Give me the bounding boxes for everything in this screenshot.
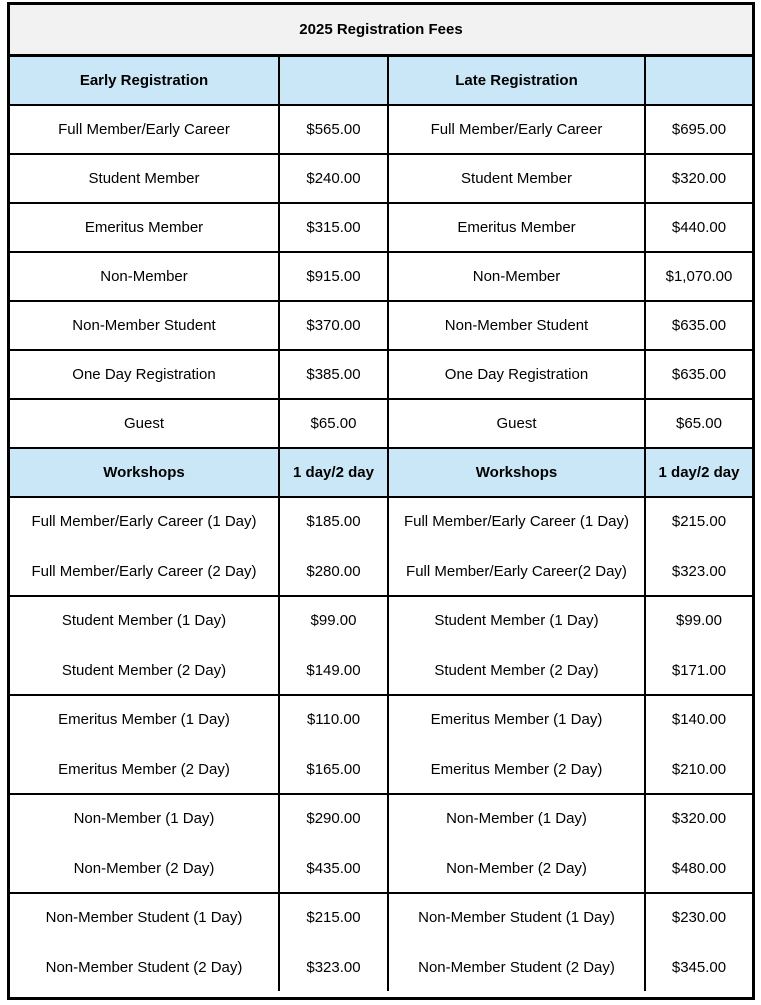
workshop-row xyxy=(10,794,752,893)
late-workshop-labels xyxy=(388,794,645,893)
table-row xyxy=(10,203,752,252)
late-fee-price: $65.00 xyxy=(645,399,752,448)
early-workshop-prices xyxy=(279,695,388,794)
late-fee-label: Emeritus Member xyxy=(388,203,645,252)
workshop-label-2-day: Full Member/Early Career(2 Day) xyxy=(406,562,627,580)
workshop-price-2-day: $323.00 xyxy=(306,958,361,976)
workshop-price-2-day: $280.00 xyxy=(306,562,361,580)
workshop-price-2-day: $323.00 xyxy=(671,562,727,580)
table-row xyxy=(10,399,752,448)
workshop-row xyxy=(10,695,752,794)
page-title: 2025 Registration Fees xyxy=(10,5,752,57)
workshop-label-1-day: Non-Member (1 Day) xyxy=(446,809,587,827)
table-row xyxy=(10,301,752,350)
late-workshop-prices xyxy=(645,695,752,794)
late-fee-price: $695.00 xyxy=(645,105,752,154)
workshop-label-1-day: Non-Member (1 Day) xyxy=(73,809,215,827)
late-fee-label: Non-Member Student xyxy=(388,301,645,350)
early-fee-price: $370.00 xyxy=(279,301,388,350)
registration-header-row xyxy=(10,57,752,105)
early-price-header xyxy=(279,57,388,105)
early-fee-label: Non-Member Student xyxy=(10,301,279,350)
workshop-row xyxy=(10,893,752,991)
early-fee-price: $240.00 xyxy=(279,154,388,203)
early-workshop-labels xyxy=(10,695,279,794)
late-workshop-labels xyxy=(388,893,645,991)
early-registration-header: Early Registration xyxy=(10,57,279,105)
late-workshop-prices xyxy=(645,596,752,695)
early-workshop-prices xyxy=(279,596,388,695)
workshop-label-1-day: Non-Member Student (1 Day) xyxy=(45,908,243,926)
early-fee-price: $315.00 xyxy=(279,203,388,252)
late-fee-price: $635.00 xyxy=(645,301,752,350)
workshop-price-1-day: $215.00 xyxy=(306,908,361,926)
workshop-label-1-day: Full Member/Early Career (1 Day) xyxy=(31,512,257,530)
table-row xyxy=(10,350,752,399)
late-fee-label: Full Member/Early Career xyxy=(388,105,645,154)
fees-sheet xyxy=(7,2,755,1000)
early-fee-price: $915.00 xyxy=(279,252,388,301)
late-fee-price: $1,070.00 xyxy=(645,252,752,301)
late-fee-label: Guest xyxy=(388,399,645,448)
workshop-price-1-day: $230.00 xyxy=(671,908,727,926)
workshop-price-2-day: $210.00 xyxy=(671,760,727,778)
workshop-price-1-day: $99.00 xyxy=(676,611,722,629)
workshop-price-1-day: $140.00 xyxy=(671,710,727,728)
workshop-row xyxy=(10,596,752,695)
workshop-label-1-day: Student Member (1 Day) xyxy=(434,611,599,629)
early-workshop-prices xyxy=(279,893,388,991)
workshop-price-2-day: $480.00 xyxy=(671,859,727,877)
workshop-label-2-day: Non-Member Student (2 Day) xyxy=(45,958,243,976)
early-fee-label: Emeritus Member xyxy=(10,203,279,252)
workshop-price-1-day: $185.00 xyxy=(306,512,361,530)
late-registration-header: Late Registration xyxy=(388,57,645,105)
workshop-price-2-day: $435.00 xyxy=(306,859,361,877)
early-workshop-labels xyxy=(10,794,279,893)
early-fee-price: $65.00 xyxy=(279,399,388,448)
workshop-price-2-day: $345.00 xyxy=(671,958,727,976)
early-workshop-prices xyxy=(279,794,388,893)
late-workshop-prices xyxy=(645,497,752,596)
table-row xyxy=(10,105,752,154)
workshop-price-2-day: $171.00 xyxy=(671,661,727,679)
late-workshops-price-header: 1 day/2 day xyxy=(645,448,752,497)
early-fee-label: Non-Member xyxy=(10,252,279,301)
workshop-label-2-day: Non-Member Student (2 Day) xyxy=(418,958,615,976)
late-fee-label: Non-Member xyxy=(388,252,645,301)
workshop-label-2-day: Student Member (2 Day) xyxy=(61,661,227,679)
workshops-header-row xyxy=(10,448,752,497)
workshop-price-2-day: $165.00 xyxy=(306,760,361,778)
early-fee-label: Guest xyxy=(10,399,279,448)
early-workshop-prices xyxy=(279,497,388,596)
table-row xyxy=(10,154,752,203)
workshop-price-1-day: $320.00 xyxy=(671,809,727,827)
workshop-label-1-day: Emeritus Member (1 Day) xyxy=(58,710,230,728)
early-workshops-price-header: 1 day/2 day xyxy=(279,448,388,497)
early-fee-label: Full Member/Early Career xyxy=(10,105,279,154)
late-workshop-labels xyxy=(388,695,645,794)
late-fee-price: $440.00 xyxy=(645,203,752,252)
workshop-label-2-day: Non-Member (2 Day) xyxy=(73,859,215,877)
early-fee-label: Student Member xyxy=(10,154,279,203)
workshop-label-1-day: Emeritus Member (1 Day) xyxy=(430,710,603,728)
workshop-row xyxy=(10,497,752,596)
workshop-price-1-day: $215.00 xyxy=(671,512,727,530)
late-workshop-labels xyxy=(388,596,645,695)
late-workshop-prices xyxy=(645,794,752,893)
workshop-label-1-day: Full Member/Early Career (1 Day) xyxy=(403,512,630,530)
workshop-label-2-day: Emeritus Member (2 Day) xyxy=(430,760,603,778)
workshop-price-1-day: $99.00 xyxy=(310,611,357,629)
workshop-label-2-day: Full Member/Early Career (2 Day) xyxy=(31,562,257,580)
late-fee-label: Student Member xyxy=(388,154,645,203)
late-price-header xyxy=(645,57,752,105)
table-row xyxy=(10,252,752,301)
late-fee-price: $635.00 xyxy=(645,350,752,399)
workshop-label-2-day: Emeritus Member (2 Day) xyxy=(58,760,230,778)
workshop-price-2-day: $149.00 xyxy=(306,661,361,679)
workshop-label-2-day: Non-Member (2 Day) xyxy=(446,859,587,877)
early-fee-price: $385.00 xyxy=(279,350,388,399)
workshop-label-1-day: Student Member (1 Day) xyxy=(61,611,227,629)
late-fee-price: $320.00 xyxy=(645,154,752,203)
workshop-label-1-day: Non-Member Student (1 Day) xyxy=(418,908,615,926)
early-workshops-header: Workshops xyxy=(10,448,279,497)
late-fee-label: One Day Registration xyxy=(388,350,645,399)
workshop-price-1-day: $290.00 xyxy=(306,809,361,827)
early-workshop-labels xyxy=(10,893,279,991)
workshop-label-2-day: Student Member (2 Day) xyxy=(434,661,599,679)
early-workshop-labels xyxy=(10,596,279,695)
workshop-price-1-day: $110.00 xyxy=(306,710,361,728)
early-fee-price: $565.00 xyxy=(279,105,388,154)
late-workshop-prices xyxy=(645,893,752,991)
early-fee-label: One Day Registration xyxy=(10,350,279,399)
fees-table xyxy=(10,57,752,991)
late-workshop-labels xyxy=(388,497,645,596)
late-workshops-header: Workshops xyxy=(388,448,645,497)
early-workshop-labels xyxy=(10,497,279,596)
